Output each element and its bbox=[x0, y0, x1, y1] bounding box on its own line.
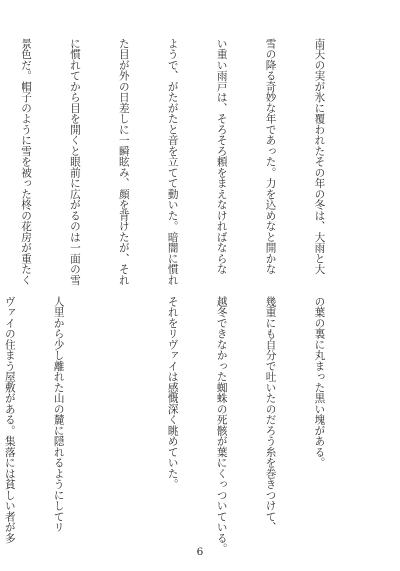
text-column: ようで、がたがたと音を立てて動いた。暗闇に慣れ bbox=[166, 38, 179, 286]
upper-text-block bbox=[0, 38, 360, 286]
text-column: ヴァイの住まう屋敷がある。集落には貧しい者が多 bbox=[3, 296, 16, 544]
text-column: 幾重にも自分で吐いたのだろう糸を巻きつけて、 bbox=[264, 296, 277, 533]
text-column: い重い雨戸は、そろそろ頼をまえなければならな bbox=[215, 38, 228, 275]
text-column: 雪の降る奇妙な年であった。力を込めなと開かな bbox=[264, 38, 277, 275]
page-number: 6 bbox=[196, 546, 204, 558]
text-column: た目が外の日差しに一瞬眩み、顔を背けたが、それ bbox=[117, 38, 130, 286]
text-column: それをリヴァイは感慨深く眺めていた。 bbox=[166, 296, 179, 490]
text-column: 景色だ。帽子のように雪を被った柊の花房が重たく bbox=[20, 38, 33, 286]
text-column: に慣れてから目を開くと眼前に広がるのは一面の雪 bbox=[68, 38, 81, 286]
text-column: 越冬できなかった蜘蛛の死骸が葉にくっついている。 bbox=[215, 296, 228, 554]
text-column: 南天の実が氷に覆われたその年の冬は、大雨と大 bbox=[313, 38, 326, 275]
text-column: 人里から少し離れた山の麓に隠れるようにしてリ bbox=[52, 296, 65, 533]
text-column: の葉の裏に丸まった黒い塊がある。 bbox=[313, 296, 326, 468]
lower-text-block bbox=[0, 296, 360, 554]
